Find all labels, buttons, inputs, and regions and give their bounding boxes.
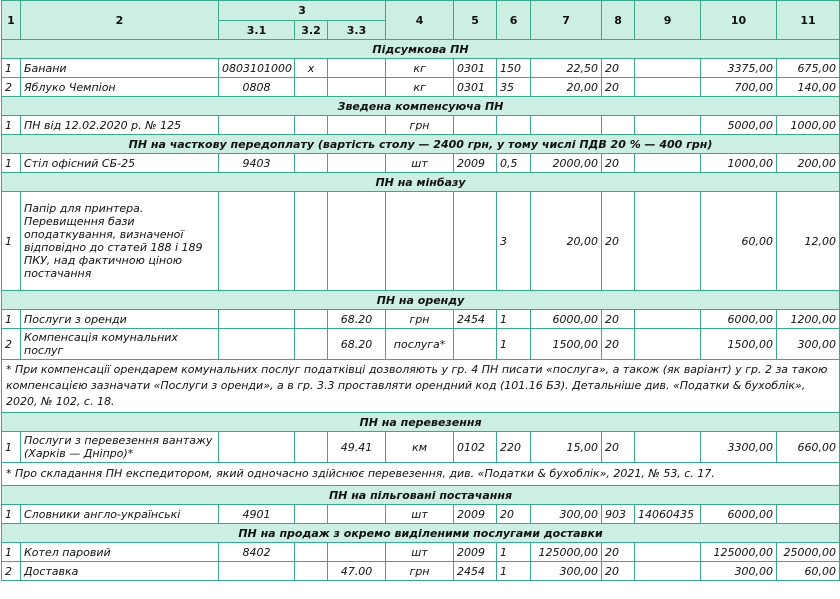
cell-unit: кг bbox=[386, 78, 454, 97]
cell-unit: послуга* bbox=[386, 329, 454, 360]
cell-code: 0808 bbox=[219, 78, 295, 97]
cell-benefit-code bbox=[635, 78, 701, 97]
cell-name: Доставка bbox=[21, 562, 219, 581]
cell-rate: 20 bbox=[602, 310, 635, 329]
cell-import-mark bbox=[295, 432, 328, 463]
section-title: ПН на мінбазу bbox=[2, 173, 840, 192]
cell-unit-code bbox=[454, 329, 497, 360]
col-header-5: 5 bbox=[454, 1, 497, 40]
table-row bbox=[2, 543, 840, 562]
cell-no: 2 bbox=[2, 329, 21, 360]
cell-unit-code: 2454 bbox=[454, 562, 497, 581]
cell-unit-code bbox=[454, 116, 497, 135]
section-row bbox=[2, 97, 840, 116]
cell-vat: 1200,00 bbox=[777, 310, 840, 329]
section-title: ПН на пільговані постачання bbox=[2, 486, 840, 505]
col-header-3-1: 3.1 bbox=[219, 21, 295, 40]
note-row bbox=[2, 463, 840, 486]
section-title: ПН на часткову передоплату (вартість столу — 2400 грн, у тому числі ПДВ 20 % — 400 грн) bbox=[2, 135, 840, 154]
cell-import-mark bbox=[295, 543, 328, 562]
cell-rate: 903 bbox=[602, 505, 635, 524]
cell-service-code: 49.41 bbox=[328, 432, 386, 463]
section-row bbox=[2, 291, 840, 310]
cell-amount: 6000,00 bbox=[701, 310, 777, 329]
cell-name: ПН від 12.02.2020 р. № 125 bbox=[21, 116, 219, 135]
cell-unit: грн bbox=[386, 310, 454, 329]
cell-no: 1 bbox=[2, 59, 21, 78]
cell-price: 300,00 bbox=[531, 505, 602, 524]
cell-qty: 1 bbox=[497, 562, 531, 581]
cell-vat: 60,00 bbox=[777, 562, 840, 581]
cell-rate: 20 bbox=[602, 78, 635, 97]
col-header-9: 9 bbox=[635, 1, 701, 40]
cell-import-mark bbox=[295, 192, 328, 291]
col-header-3-2: 3.2 bbox=[295, 21, 328, 40]
cell-qty: 3 bbox=[497, 192, 531, 291]
cell-code bbox=[219, 432, 295, 463]
cell-rate: 20 bbox=[602, 192, 635, 291]
cell-name: Компенсація комунальних послуг bbox=[21, 329, 219, 360]
col-header-10: 10 bbox=[701, 1, 777, 40]
cell-unit-code: 0301 bbox=[454, 78, 497, 97]
cell-import-mark bbox=[295, 78, 328, 97]
cell-import-mark: х bbox=[295, 59, 328, 78]
col-header-8: 8 bbox=[602, 1, 635, 40]
cell-service-code bbox=[328, 116, 386, 135]
cell-qty: 150 bbox=[497, 59, 531, 78]
section-title: Зведена компенсуюча ПН bbox=[2, 97, 840, 116]
table-row bbox=[2, 505, 840, 524]
cell-import-mark bbox=[295, 116, 328, 135]
tax-invoice-table bbox=[1, 0, 840, 581]
cell-amount: 300,00 bbox=[701, 562, 777, 581]
cell-unit: км bbox=[386, 432, 454, 463]
cell-name: Послуги з оренди bbox=[21, 310, 219, 329]
cell-no: 1 bbox=[2, 310, 21, 329]
cell-import-mark bbox=[295, 154, 328, 173]
cell-benefit-code: 14060435 bbox=[635, 505, 701, 524]
cell-price: 22,50 bbox=[531, 59, 602, 78]
cell-service-code: 47.00 bbox=[328, 562, 386, 581]
cell-service-code bbox=[328, 543, 386, 562]
cell-unit-code: 2009 bbox=[454, 543, 497, 562]
cell-amount: 3300,00 bbox=[701, 432, 777, 463]
table-row bbox=[2, 192, 840, 291]
cell-amount: 125000,00 bbox=[701, 543, 777, 562]
col-header-4: 4 bbox=[386, 1, 454, 40]
cell-import-mark bbox=[295, 310, 328, 329]
cell-unit: шт bbox=[386, 505, 454, 524]
cell-unit: грн bbox=[386, 562, 454, 581]
table-row bbox=[2, 78, 840, 97]
cell-unit: шт bbox=[386, 154, 454, 173]
cell-qty: 220 bbox=[497, 432, 531, 463]
section-row bbox=[2, 173, 840, 192]
cell-no: 1 bbox=[2, 116, 21, 135]
cell-amount: 3375,00 bbox=[701, 59, 777, 78]
col-header-6: 6 bbox=[497, 1, 531, 40]
section-title: ПН на оренду bbox=[2, 291, 840, 310]
cell-name: Котел паровий bbox=[21, 543, 219, 562]
cell-rate bbox=[602, 116, 635, 135]
cell-rate: 20 bbox=[602, 543, 635, 562]
cell-service-code: 68.20 bbox=[328, 310, 386, 329]
cell-no: 1 bbox=[2, 505, 21, 524]
cell-rate: 20 bbox=[602, 432, 635, 463]
cell-price bbox=[531, 116, 602, 135]
cell-code bbox=[219, 310, 295, 329]
cell-amount: 1000,00 bbox=[701, 154, 777, 173]
cell-vat: 660,00 bbox=[777, 432, 840, 463]
cell-qty: 20 bbox=[497, 505, 531, 524]
section-title: ПН на продаж з окремо виділеними послугами доставки bbox=[2, 524, 840, 543]
cell-unit: шт bbox=[386, 543, 454, 562]
cell-unit: кг bbox=[386, 59, 454, 78]
cell-amount: 1500,00 bbox=[701, 329, 777, 360]
cell-code bbox=[219, 562, 295, 581]
cell-qty: 1 bbox=[497, 329, 531, 360]
col-header-2: 2 bbox=[21, 1, 219, 40]
cell-vat: 12,00 bbox=[777, 192, 840, 291]
cell-rate: 20 bbox=[602, 562, 635, 581]
cell-benefit-code bbox=[635, 310, 701, 329]
table-row bbox=[2, 562, 840, 581]
cell-import-mark bbox=[295, 329, 328, 360]
cell-code bbox=[219, 329, 295, 360]
cell-price: 15,00 bbox=[531, 432, 602, 463]
cell-rate: 20 bbox=[602, 154, 635, 173]
cell-price: 20,00 bbox=[531, 192, 602, 291]
cell-unit: грн bbox=[386, 116, 454, 135]
header-row-top bbox=[2, 1, 840, 21]
section-row bbox=[2, 486, 840, 505]
cell-service-code bbox=[328, 154, 386, 173]
table-row bbox=[2, 432, 840, 463]
cell-rate: 20 bbox=[602, 59, 635, 78]
cell-service-code bbox=[328, 78, 386, 97]
cell-qty: 35 bbox=[497, 78, 531, 97]
cell-name: Банани bbox=[21, 59, 219, 78]
cell-vat: 200,00 bbox=[777, 154, 840, 173]
cell-unit-code: 0102 bbox=[454, 432, 497, 463]
section-title: Підсумкова ПН bbox=[2, 40, 840, 59]
section-row bbox=[2, 40, 840, 59]
cell-name: Послуги з перевезення вантажу (Харків — Дніпро)* bbox=[21, 432, 219, 463]
cell-code: 9403 bbox=[219, 154, 295, 173]
cell-name: Папір для принтера. Перевищення бази оподаткування, визначеної відповідно до статей 188 і 189 ПКУ, над фактичною ціною постачання bbox=[21, 192, 219, 291]
cell-code: 4901 bbox=[219, 505, 295, 524]
cell-benefit-code bbox=[635, 562, 701, 581]
col-header-1: 1 bbox=[2, 1, 21, 40]
cell-code: 0803101000 bbox=[219, 59, 295, 78]
cell-vat: 675,00 bbox=[777, 59, 840, 78]
cell-vat bbox=[777, 505, 840, 524]
cell-price: 300,00 bbox=[531, 562, 602, 581]
section-row bbox=[2, 524, 840, 543]
cell-benefit-code bbox=[635, 59, 701, 78]
cell-benefit-code bbox=[635, 116, 701, 135]
cell-code: 8402 bbox=[219, 543, 295, 562]
cell-no: 2 bbox=[2, 562, 21, 581]
cell-benefit-code bbox=[635, 192, 701, 291]
cell-price: 6000,00 bbox=[531, 310, 602, 329]
cell-qty: 1 bbox=[497, 543, 531, 562]
section-row bbox=[2, 413, 840, 432]
footnote: * При компенсації орендарем комунальних послуг податківці дозволяють у гр. 4 ПН писати «послуга», а також (як варіант) у гр. 2 за такою компенсацією зазначати «Послуги з оренди», а в гр. 3.3 проставляти орендний код (101.16 БЗ). Детальніше див. «Податки & бухоблік», 2020, № 102, с. 18. bbox=[2, 360, 840, 413]
cell-price: 20,00 bbox=[531, 78, 602, 97]
cell-import-mark bbox=[295, 562, 328, 581]
cell-service-code bbox=[328, 59, 386, 78]
cell-price: 125000,00 bbox=[531, 543, 602, 562]
cell-benefit-code bbox=[635, 329, 701, 360]
cell-no: 2 bbox=[2, 78, 21, 97]
note-row bbox=[2, 360, 840, 413]
cell-benefit-code bbox=[635, 154, 701, 173]
cell-amount: 700,00 bbox=[701, 78, 777, 97]
cell-benefit-code bbox=[635, 543, 701, 562]
cell-vat: 300,00 bbox=[777, 329, 840, 360]
section-row bbox=[2, 135, 840, 154]
cell-code bbox=[219, 116, 295, 135]
cell-no: 1 bbox=[2, 154, 21, 173]
cell-qty: 1 bbox=[497, 310, 531, 329]
cell-rate: 20 bbox=[602, 329, 635, 360]
cell-amount: 5000,00 bbox=[701, 116, 777, 135]
section-title: ПН на перевезення bbox=[2, 413, 840, 432]
table-row bbox=[2, 59, 840, 78]
cell-unit-code: 2454 bbox=[454, 310, 497, 329]
table-row bbox=[2, 116, 840, 135]
cell-unit-code: 2009 bbox=[454, 154, 497, 173]
cell-unit-code: 0301 bbox=[454, 59, 497, 78]
cell-vat: 140,00 bbox=[777, 78, 840, 97]
footnote: * Про складання ПН експедитором, який одночасно здійснює перевезення, див. «Податки & бухоблік», 2021, № 53, с. 17. bbox=[2, 463, 840, 486]
cell-service-code bbox=[328, 505, 386, 524]
cell-qty bbox=[497, 116, 531, 135]
cell-qty: 0,5 bbox=[497, 154, 531, 173]
cell-price: 1500,00 bbox=[531, 329, 602, 360]
col-header-7: 7 bbox=[531, 1, 602, 40]
cell-code bbox=[219, 192, 295, 291]
cell-price: 2000,00 bbox=[531, 154, 602, 173]
cell-vat: 25000,00 bbox=[777, 543, 840, 562]
cell-unit-code bbox=[454, 192, 497, 291]
table-row bbox=[2, 154, 840, 173]
col-header-3-3: 3.3 bbox=[328, 21, 386, 40]
cell-unit-code: 2009 bbox=[454, 505, 497, 524]
col-header-11: 11 bbox=[777, 1, 840, 40]
cell-no: 1 bbox=[2, 543, 21, 562]
cell-service-code: 68.20 bbox=[328, 329, 386, 360]
table-row bbox=[2, 310, 840, 329]
cell-vat: 1000,00 bbox=[777, 116, 840, 135]
col-header-3: 3 bbox=[219, 1, 386, 21]
cell-service-code bbox=[328, 192, 386, 291]
cell-benefit-code bbox=[635, 432, 701, 463]
cell-amount: 60,00 bbox=[701, 192, 777, 291]
cell-name: Яблуко Чемпіон bbox=[21, 78, 219, 97]
cell-no: 1 bbox=[2, 192, 21, 291]
cell-amount: 6000,00 bbox=[701, 505, 777, 524]
cell-name: Стіл офісний СБ-25 bbox=[21, 154, 219, 173]
table-row bbox=[2, 329, 840, 360]
cell-import-mark bbox=[295, 505, 328, 524]
cell-no: 1 bbox=[2, 432, 21, 463]
cell-unit bbox=[386, 192, 454, 291]
cell-name: Словники англо-українські bbox=[21, 505, 219, 524]
